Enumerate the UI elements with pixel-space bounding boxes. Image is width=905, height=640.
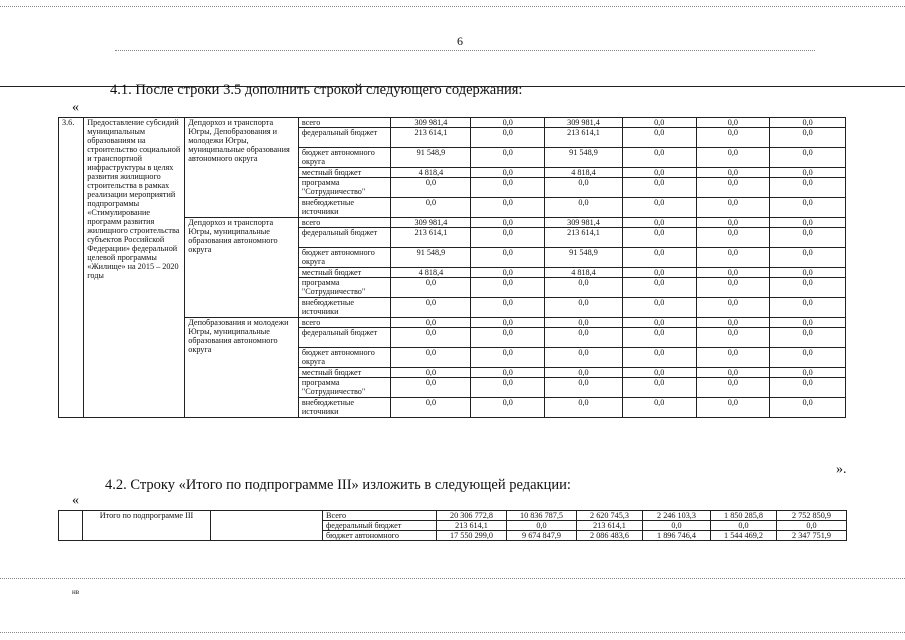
value-cell: 0,0 — [545, 398, 623, 418]
value-cell: 0,0 — [622, 378, 696, 398]
scan-edge-bottom — [0, 632, 905, 633]
scan-line-bottom — [0, 578, 905, 579]
value-cell: 0,0 — [391, 318, 471, 328]
value-cell: 0,0 — [696, 298, 770, 318]
value-cell: 0,0 — [545, 328, 623, 348]
value-cell: 0,0 — [770, 348, 846, 368]
value-cell: 0,0 — [770, 178, 846, 198]
value-cell: 213 614,1 — [577, 521, 643, 531]
value-cell: 0,0 — [622, 268, 696, 278]
value-cell: 0,0 — [770, 118, 846, 128]
section-heading-4-1: 4.1. После строки 3.5 дополнить строкой следующего содержания: — [110, 82, 523, 98]
value-cell: 0,0 — [471, 248, 545, 268]
value-cell: 0,0 — [770, 248, 846, 268]
total-label: Итого по подпрограмме III — [83, 511, 211, 541]
source-cell: программа "Сотрудничество" — [298, 378, 391, 398]
value-cell: 309 981,4 — [545, 118, 623, 128]
value-cell: 0,0 — [622, 128, 696, 148]
executor-cell: Депдорхоз и транспорта Югры, муниципальные образования автономного округа — [185, 218, 299, 318]
value-cell: 0,0 — [545, 368, 623, 378]
source-cell: бюджет автономного — [323, 531, 437, 541]
value-cell: 0,0 — [391, 198, 471, 218]
value-cell: 0,0 — [545, 318, 623, 328]
value-cell: 213 614,1 — [391, 228, 471, 248]
value-cell: 213 614,1 — [391, 128, 471, 148]
value-cell: 0,0 — [471, 148, 545, 168]
source-cell: местный бюджет — [298, 368, 391, 378]
value-cell: 0,0 — [471, 278, 545, 298]
value-cell: 0,0 — [545, 198, 623, 218]
value-cell: 20 306 772,8 — [437, 511, 507, 521]
value-cell: 0,0 — [770, 228, 846, 248]
header-dotted-line — [115, 50, 815, 51]
value-cell: 0,0 — [391, 298, 471, 318]
value-cell: 0,0 — [622, 148, 696, 168]
close-quote: ». — [836, 462, 847, 477]
table-row — [59, 118, 846, 128]
open-quote: « — [72, 100, 79, 115]
value-cell: 0,0 — [696, 278, 770, 298]
value-cell: 1 896 746,4 — [643, 531, 711, 541]
value-cell: 0,0 — [770, 398, 846, 418]
value-cell: 0,0 — [471, 168, 545, 178]
value-cell: 4 818,4 — [391, 268, 471, 278]
source-cell: всего — [298, 218, 391, 228]
value-cell: 2 752 850,9 — [777, 511, 847, 521]
value-cell: 0,0 — [622, 178, 696, 198]
blank-cell — [59, 511, 83, 541]
value-cell: 0,0 — [545, 278, 623, 298]
value-cell: 0,0 — [391, 178, 471, 198]
value-cell: 0,0 — [696, 248, 770, 268]
source-cell: внебюджетные источники — [298, 298, 391, 318]
value-cell: 91 548,9 — [545, 148, 623, 168]
value-cell: 0,0 — [696, 178, 770, 198]
value-cell: 0,0 — [770, 128, 846, 148]
total-table — [58, 510, 847, 541]
source-cell: внебюджетные источники — [298, 398, 391, 418]
value-cell: 0,0 — [770, 318, 846, 328]
value-cell: 309 981,4 — [545, 218, 623, 228]
value-cell: 91 548,9 — [391, 248, 471, 268]
footnote-mark: нв — [72, 588, 80, 596]
value-cell: 0,0 — [471, 218, 545, 228]
value-cell: 0,0 — [711, 521, 777, 531]
value-cell: 0,0 — [545, 298, 623, 318]
source-cell: федеральный бюджет — [298, 328, 391, 348]
value-cell: 4 818,4 — [545, 168, 623, 178]
section-heading-4-2: 4.2. Строку «Итого по подпрограмме III» изложить в следующей редакции: — [105, 477, 571, 493]
value-cell: 0,0 — [471, 328, 545, 348]
value-cell: 0,0 — [471, 178, 545, 198]
value-cell: 0,0 — [643, 521, 711, 531]
value-cell: 0,0 — [471, 298, 545, 318]
row-number: 3.6. — [59, 118, 84, 418]
source-cell: бюджет автономного округа — [298, 348, 391, 368]
scan-edge-top — [0, 6, 905, 7]
value-cell: 0,0 — [770, 378, 846, 398]
source-cell: бюджет автономного округа — [298, 248, 391, 268]
value-cell: 0,0 — [545, 348, 623, 368]
value-cell: 0,0 — [696, 378, 770, 398]
value-cell: 0,0 — [471, 128, 545, 148]
value-cell: 0,0 — [622, 398, 696, 418]
value-cell: 0,0 — [770, 298, 846, 318]
value-cell: 0,0 — [696, 318, 770, 328]
value-cell: 91 548,9 — [545, 248, 623, 268]
source-cell: федеральный бюджет — [298, 228, 391, 248]
value-cell: 0,0 — [471, 348, 545, 368]
value-cell: 0,0 — [696, 368, 770, 378]
source-cell: местный бюджет — [298, 168, 391, 178]
blank-cell — [211, 511, 323, 541]
value-cell: 17 550 299,0 — [437, 531, 507, 541]
value-cell: 0,0 — [391, 398, 471, 418]
value-cell: 0,0 — [622, 368, 696, 378]
value-cell: 91 548,9 — [391, 148, 471, 168]
value-cell: 0,0 — [770, 268, 846, 278]
value-cell: 0,0 — [622, 198, 696, 218]
value-cell: 0,0 — [471, 118, 545, 128]
value-cell: 0,0 — [471, 318, 545, 328]
value-cell: 213 614,1 — [545, 228, 623, 248]
value-cell: 9 674 847,9 — [507, 531, 577, 541]
value-cell: 4 818,4 — [545, 268, 623, 278]
value-cell: 2 246 103,3 — [643, 511, 711, 521]
measure-name: Предоставление субсидий муниципальным образованиям на строительство социальной и транспортной инфраструктуры в целях развития жилищного строительства в рамках реализации мероприятий подпрограммы «Стимулирование программ развития жилищного строительства субъектов Российской Федерации» федеральной целевой программы «Жилище» на 2015 – 2020 годы — [84, 118, 185, 418]
value-cell: 213 614,1 — [437, 521, 507, 531]
budget-table-3-6 — [58, 117, 846, 418]
page-number: 6 — [457, 34, 463, 48]
source-cell: федеральный бюджет — [298, 128, 391, 148]
value-cell: 0,0 — [622, 348, 696, 368]
value-cell: 0,0 — [622, 118, 696, 128]
value-cell: 0,0 — [696, 348, 770, 368]
value-cell: 0,0 — [622, 228, 696, 248]
value-cell: 0,0 — [696, 218, 770, 228]
value-cell: 0,0 — [622, 298, 696, 318]
value-cell: 0,0 — [770, 328, 846, 348]
value-cell: 0,0 — [696, 228, 770, 248]
source-cell: программа "Сотрудничество" — [298, 178, 391, 198]
value-cell: 0,0 — [391, 328, 471, 348]
source-cell: внебюджетные источники — [298, 198, 391, 218]
value-cell: 0,0 — [770, 278, 846, 298]
value-cell: 0,0 — [471, 228, 545, 248]
value-cell: 0,0 — [770, 148, 846, 168]
value-cell: 10 836 787,5 — [507, 511, 577, 521]
value-cell: 0,0 — [622, 278, 696, 298]
value-cell: 0,0 — [770, 168, 846, 178]
value-cell: 0,0 — [391, 278, 471, 298]
value-cell: 0,0 — [471, 378, 545, 398]
value-cell: 1 850 285,8 — [711, 511, 777, 521]
value-cell: 0,0 — [696, 268, 770, 278]
executor-cell: Депдорхоз и транспорта Югры, Депобразования и молодежи Югры, муниципальные образования автономного округа — [185, 118, 299, 218]
source-cell: всего — [298, 118, 391, 128]
value-cell: 0,0 — [622, 328, 696, 348]
source-cell: программа "Сотрудничество" — [298, 278, 391, 298]
value-cell: 2 620 745,3 — [577, 511, 643, 521]
value-cell: 0,0 — [622, 318, 696, 328]
value-cell: 0,0 — [471, 368, 545, 378]
value-cell: 0,0 — [622, 248, 696, 268]
value-cell: 0,0 — [770, 218, 846, 228]
value-cell: 0,0 — [507, 521, 577, 531]
value-cell: 0,0 — [391, 368, 471, 378]
value-cell: 0,0 — [770, 368, 846, 378]
value-cell: 2 086 483,6 — [577, 531, 643, 541]
value-cell: 0,0 — [696, 168, 770, 178]
total-row — [59, 511, 847, 521]
value-cell: 0,0 — [471, 398, 545, 418]
value-cell: 0,0 — [770, 198, 846, 218]
source-cell: бюджет автономного округа — [298, 148, 391, 168]
value-cell: 2 347 751,9 — [777, 531, 847, 541]
value-cell: 0,0 — [777, 521, 847, 531]
value-cell: 0,0 — [696, 128, 770, 148]
value-cell: 0,0 — [545, 378, 623, 398]
value-cell: 309 981,4 — [391, 218, 471, 228]
value-cell: 4 818,4 — [391, 168, 471, 178]
executor-cell: Депобразования и молодежи Югры, муниципальные образования автономного округа — [185, 318, 299, 418]
value-cell: 0,0 — [696, 118, 770, 128]
value-cell: 309 981,4 — [391, 118, 471, 128]
value-cell: 0,0 — [471, 268, 545, 278]
value-cell: 0,0 — [545, 178, 623, 198]
value-cell: 0,0 — [622, 218, 696, 228]
value-cell: 0,0 — [696, 198, 770, 218]
value-cell: 0,0 — [696, 148, 770, 168]
source-cell: местный бюджет — [298, 268, 391, 278]
source-cell: всего — [298, 318, 391, 328]
value-cell: 213 614,1 — [545, 128, 623, 148]
value-cell: 0,0 — [696, 398, 770, 418]
value-cell: 1 544 469,2 — [711, 531, 777, 541]
value-cell: 0,0 — [471, 198, 545, 218]
open-quote-2: « — [72, 493, 79, 508]
source-cell: федеральный бюджет — [323, 521, 437, 531]
value-cell: 0,0 — [391, 348, 471, 368]
value-cell: 0,0 — [391, 378, 471, 398]
value-cell: 0,0 — [696, 328, 770, 348]
value-cell: 0,0 — [622, 168, 696, 178]
source-cell: Всего — [323, 511, 437, 521]
